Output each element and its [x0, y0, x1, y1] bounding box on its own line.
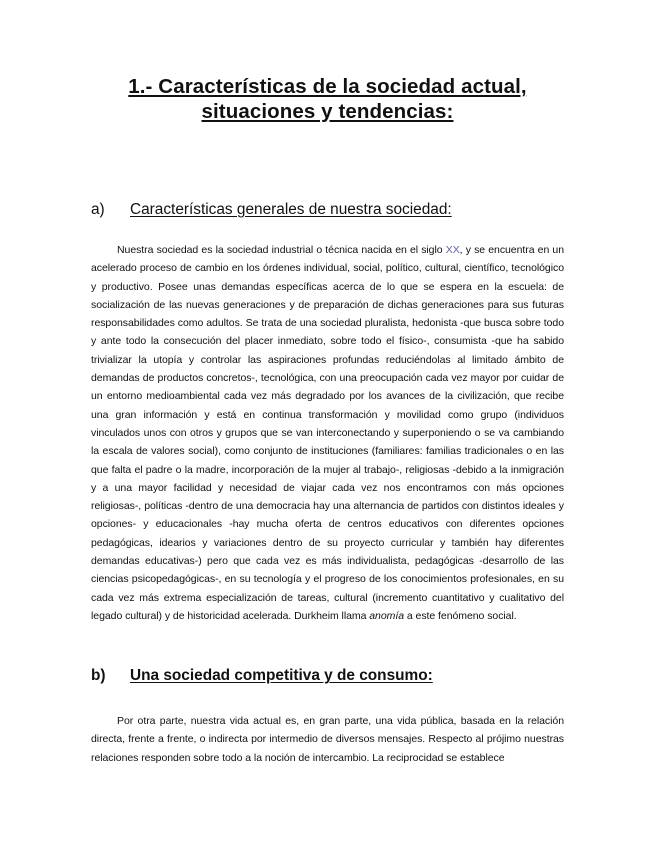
section-a-intro: Nuestra sociedad es la sociedad industrial o técnica nacida en el siglo [117, 244, 446, 256]
section-b-letter: b) [91, 667, 106, 684]
section-b-heading-text: Una sociedad competitiva y de consumo: [130, 667, 433, 684]
page-title [60, 74, 595, 124]
section-a-letter: a) [91, 201, 105, 218]
section-a-heading [91, 200, 452, 220]
section-b-heading [91, 666, 433, 686]
section-b-paragraph: Por otra parte, nuestra vida actual es, en gran parte, una vida pública, basada en la relación directa, frente a frente, o indirecta por intermedio de diversos mensajes. Respecto al prójimo nuestras relaciones responden sobre todo a la noción de intercambio. La reciprocidad se establece [91, 715, 564, 764]
anomia-term: anomía [369, 609, 404, 622]
century-numeral: XX [445, 244, 460, 256]
section-a-body: , y se encuentra en un acelerado proceso de cambio en los órdenes individual, social, político, cultural, científico, tecnológico y productivo. Posee unas demandas específicas acerca de lo que se espera en la escuela: de socialización de las nuevas generaciones y de preparación de dichas generaciones para sus futuras responsabilidades como adultos. Se trata de una sociedad pluralista, hedonista -que busca sobre todo y ante todo la consecución del placer inmediato, sobre todo el físico-, consumista -que ha sabido trivializar la utopía y controlar las aspiraciones profundas reduciéndolas al limitado ámbito de demandas de productos concretos-, tecnológica, con una preocupación cada vez mayor por cuidar de un entorno medioambiental cada vez más degradado por los avances de la civilización, que recibe una gran información y está en continua transformación y movilidad como grupo (individuos vinculados unos con otros y grupos que se van interconectando y superponiendo o se va cambiando la escala de valores social), como conjunto de instituciones (familiares: familias tradicionales o en las que falta el padre o la madre, incorporación de la mujer al trabajo-, religiosas -debido a la inmigración y a una mayor facilidad y necesidad de viajar cada vez nos encontramos con más opciones religiosas-, políticas -dentro de una democracia hay una alternancia de partidos con distintos ideales y opciones- y educacionales -hay mucha oferta de centros educativos con diferentes opciones pedagógicas, idearios y variaciones dentro de su proyecto curricular y también hay diferentes demandas educativas-) pero que cada vez es más individualista, pedagógicas -desarrollo de las ciencias psicopedagógicas-, en su tecnología y el progreso de los conocimientos profesionales, en su cada vez más extrema especialización de tareas, cultural (incremento cuantitativo y cualitativo del legado cultural) y de historicidad acelerada. Durkheim llama [91, 244, 565, 622]
page-title-line-2: situaciones y tendencias: [201, 100, 454, 123]
section-a-ending: a este fenómeno social. [404, 609, 517, 622]
section-a-paragraph [91, 241, 564, 625]
section-a-heading-text: Características generales de nuestra sociedad: [130, 201, 452, 218]
page-title-line-1: 1.- Características de la sociedad actual, [128, 75, 527, 98]
